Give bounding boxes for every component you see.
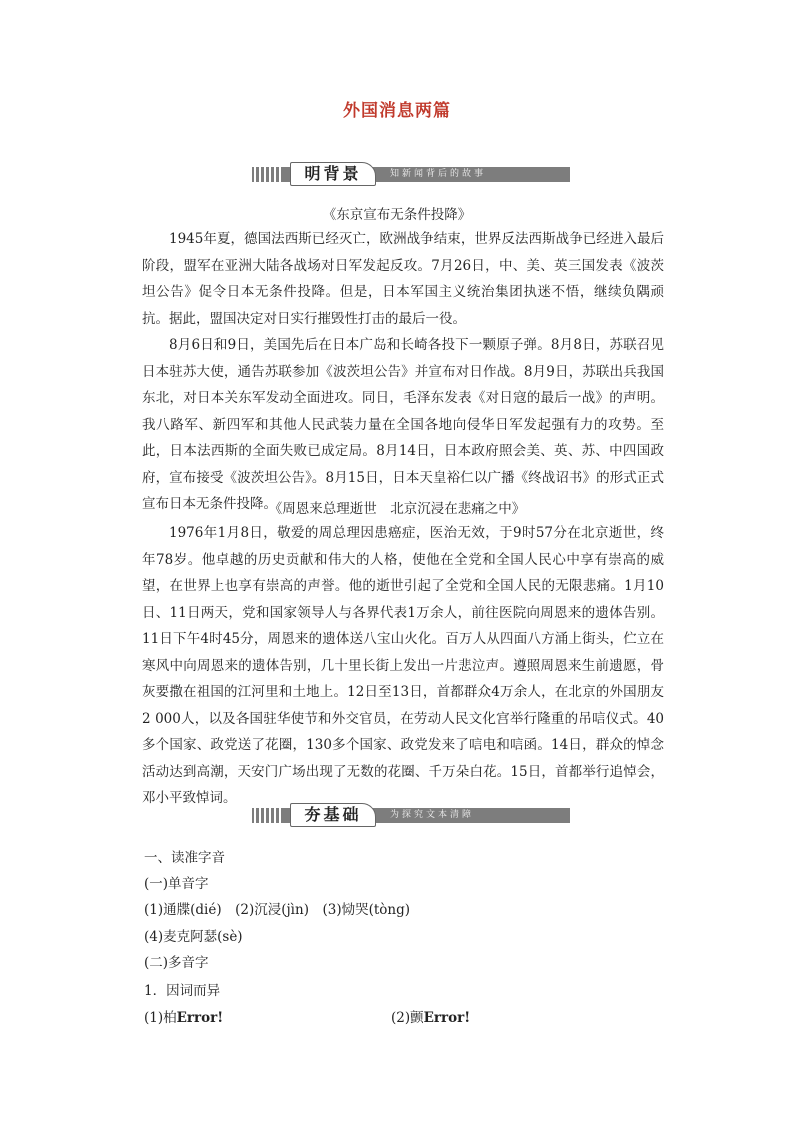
article2-title: 《周恩来总理逝世 北京沉浸在悲痛之中》 xyxy=(268,501,526,517)
banner-label: 明背景 xyxy=(290,162,376,186)
article1-paragraph-2: 8月6日和9日，美国先后在日本广岛和长崎各投下一颗原子弹。8月8日，苏联召见日本驻苏大使，通告苏联参加《波茨坦公告》并宣布对日作战。8月9日，苏联出兵我国东北，对日本关东军发动全面进攻。同日，毛泽东发表《对日寇的最后一战》的声明。我八路军、新四军和其他人民武装力量在全国各地向侵华日军发起强有力的攻势。至此，日本法西斯的全面失败已成定局。8月14日，日本政府照会美、英、苏、中四国政府，宣布接受《波茨坦公告》。8月15日，日本天皇裕仁以广播《终战诏书》的形式正式宣布日本无条件投降。 xyxy=(142,337,664,512)
article1-paragraph-1: 1945年夏，德国法西斯已经灭亡，欧洲战争结束，世界反法西斯战争已经进入最后阶段，盟军在亚洲大陆各战场对日军发起反攻。7月26日，中、美、英三国发表《波茨坦公告》促令日本无条件投降。但是，日本军国主义统治集团执迷不悟，继续负隅顽抗。据此，盟国决定对日实行摧毁性打击的最后一役。 xyxy=(142,231,664,327)
banner-stripes xyxy=(254,808,281,823)
question-2-prefix: (2)颤 xyxy=(391,1010,424,1026)
foundation-banner xyxy=(252,803,570,827)
banner-subtitle: 为探究文本清障 xyxy=(390,810,475,820)
banner-label: 夯基础 xyxy=(290,803,376,827)
banner-stripes xyxy=(254,167,281,182)
article2-paragraph-1: 1976年1月8日，敬爱的周总理因患癌症，医治无效，于9时57分在北京逝世，终年78岁。他卓越的历史贡献和伟大的人格，使他在全党和全国人民心中享有崇高的威望，在世界上也享有崇高的声誉。他的逝世引起了全党和全国人民的无限悲痛。1月10日、11日两天，党和国家领导人与各界代表1万余人，前往医院向周恩来的遗体告别。11日下午4时45分，周恩来的遗体送八宝山火化。百万人从四面八方涌上街头，伫立在寒风中向周恩来的遗体告别，几十里长街上发出一片悲泣声。遵照周恩来生前遗愿，骨灰要撒在祖国的江河里和土地上。12日至13日，首都群众4万余人，在北京的外国朋友2 000人，以及各国驻华使节和外交官员，在劳动人民文化宫举行隆重的吊唁仪式。40多个国家、政党送了花圈，130多个国家、政党发来了唁电和唁函。14日，群众的悼念活动达到高潮，天安门广场出现了无数的花圈、千万朵白花。15日，首都举行追悼会，邓小平致悼词。 xyxy=(142,525,664,806)
exercise-subheading-1: (一)单音字 xyxy=(144,876,209,892)
exercise-subheading-2: (二)多音字 xyxy=(144,955,209,971)
question-1-error: Error! xyxy=(176,1010,224,1026)
question-1-prefix: (1)柏 xyxy=(144,1010,177,1026)
exercise-row-1: (1)通牒(dié) (2)沉浸(jìn) (3)恸哭(tòng) xyxy=(144,902,411,918)
exercise-item-1: 1．因词而异 xyxy=(144,983,221,999)
page-title: 外国消息两篇 xyxy=(343,101,451,121)
exercise-row-2: (4)麦克阿瑟(sè) xyxy=(144,929,243,945)
exercise-question-1 xyxy=(144,1006,223,1026)
background-banner xyxy=(252,162,570,186)
banner-subtitle: 知新闻背后的故事 xyxy=(390,169,487,179)
article1-title: 《东京宣布无条件投降》 xyxy=(322,207,472,223)
exercise-heading: 一、读准字音 xyxy=(144,850,225,866)
question-2-error: Error! xyxy=(423,1010,471,1026)
exercise-question-2 xyxy=(391,1006,470,1026)
